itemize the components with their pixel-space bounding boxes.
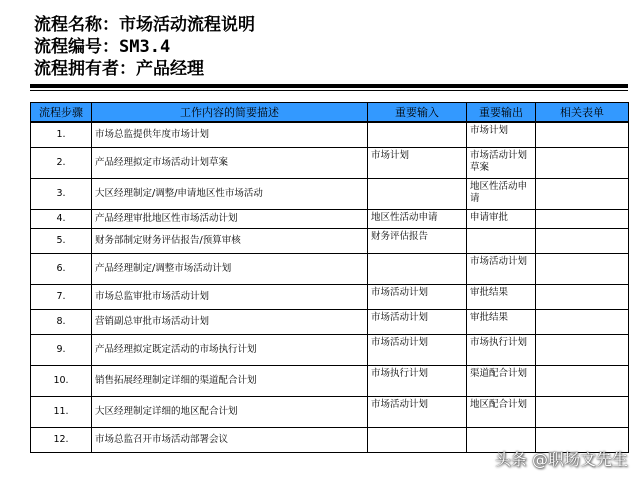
process-name-line	[34, 14, 594, 36]
process-code-value: SM3.4	[119, 37, 171, 57]
process-code-label: 流程编号：	[34, 37, 119, 57]
step-description: 大区经理制定详细的地区配合计划	[92, 397, 368, 428]
step-input: 财务评估报告	[368, 229, 467, 254]
col-header-description: 工作内容的简要描述	[92, 103, 368, 123]
step-output: 渠道配合计划	[467, 366, 536, 397]
step-number: 11.	[31, 397, 92, 428]
step-description: 市场总监审批市场活动计划	[92, 285, 368, 310]
table-row	[31, 179, 629, 210]
step-description: 产品经理拟定既定活动的市场执行计划	[92, 335, 368, 366]
step-description: 营销副总审批市场活动计划	[92, 310, 368, 335]
step-description: 产品经理制定/调整市场活动计划	[92, 254, 368, 285]
step-input: 市场计划	[368, 148, 467, 179]
step-number: 5.	[31, 229, 92, 254]
step-input: 市场活动计划	[368, 335, 467, 366]
table-row	[31, 229, 629, 254]
step-number: 2.	[31, 148, 92, 179]
table-row	[31, 148, 629, 179]
step-input: 市场活动计划	[368, 310, 467, 335]
step-forms	[536, 335, 629, 366]
step-description: 市场总监提供年度市场计划	[92, 122, 368, 148]
step-forms	[536, 179, 629, 210]
process-name-label: 流程名称：	[34, 15, 119, 35]
step-input	[368, 122, 467, 148]
step-number: 12.	[31, 428, 92, 453]
step-forms	[536, 310, 629, 335]
step-output	[467, 229, 536, 254]
table-row	[31, 122, 629, 148]
step-output: 地区性活动申请	[467, 179, 536, 210]
step-number: 8.	[31, 310, 92, 335]
step-output: 审批结果	[467, 285, 536, 310]
table-row	[31, 335, 629, 366]
step-description: 销售拓展经理制定详细的渠道配合计划	[92, 366, 368, 397]
step-forms	[536, 366, 629, 397]
table-row	[31, 285, 629, 310]
step-forms	[536, 148, 629, 179]
process-code-line	[34, 36, 594, 58]
step-input: 地区性活动申请	[368, 210, 467, 229]
process-header	[34, 14, 594, 80]
source-watermark: 头条 @职场文先生	[494, 450, 628, 469]
col-header-forms: 相关表单	[536, 103, 629, 123]
step-output: 市场计划	[467, 122, 536, 148]
step-forms	[536, 285, 629, 310]
step-description: 财务部制定财务评估报告/预算审核	[92, 229, 368, 254]
step-number: 10.	[31, 366, 92, 397]
step-output: 市场执行计划	[467, 335, 536, 366]
step-output: 地区配合计划	[467, 397, 536, 428]
step-description: 大区经理制定/调整/申请地区性市场活动	[92, 179, 368, 210]
col-header-input: 重要输入	[368, 103, 467, 123]
step-input	[368, 254, 467, 285]
process-name-value: 市场活动流程说明	[119, 15, 255, 35]
step-output: 审批结果	[467, 310, 536, 335]
step-input	[368, 428, 467, 453]
process-owner-line	[34, 58, 594, 80]
table-row	[31, 366, 629, 397]
step-number: 1.	[31, 122, 92, 148]
step-output: 申请审批	[467, 210, 536, 229]
step-output: 市场活动计划草案	[467, 148, 536, 179]
step-forms	[536, 229, 629, 254]
col-header-step: 流程步骤	[31, 103, 92, 123]
process-table	[30, 102, 629, 453]
col-header-output: 重要输出	[467, 103, 536, 123]
step-input: 市场执行计划	[368, 366, 467, 397]
table-row	[31, 310, 629, 335]
step-forms	[536, 210, 629, 229]
step-forms	[536, 254, 629, 285]
step-input: 市场活动计划	[368, 285, 467, 310]
step-forms	[536, 122, 629, 148]
step-description: 产品经理审批地区性市场活动计划	[92, 210, 368, 229]
table-row	[31, 397, 629, 428]
step-output: 市场活动计划	[467, 254, 536, 285]
process-owner-value: 产品经理	[136, 59, 204, 79]
step-input	[368, 179, 467, 210]
table-header-row	[31, 103, 629, 123]
step-number: 3.	[31, 179, 92, 210]
header-rule-thin	[30, 90, 628, 91]
step-forms	[536, 397, 629, 428]
step-input: 市场活动计划	[368, 397, 467, 428]
step-number: 7.	[31, 285, 92, 310]
step-number: 9.	[31, 335, 92, 366]
header-rule-thick	[30, 84, 628, 88]
step-description: 市场总监召开市场活动部署会议	[92, 428, 368, 453]
process-owner-label: 流程拥有者：	[34, 59, 136, 79]
step-description: 产品经理拟定市场活动计划草案	[92, 148, 368, 179]
table-row	[31, 254, 629, 285]
step-number: 6.	[31, 254, 92, 285]
table-row	[31, 210, 629, 229]
step-number: 4.	[31, 210, 92, 229]
